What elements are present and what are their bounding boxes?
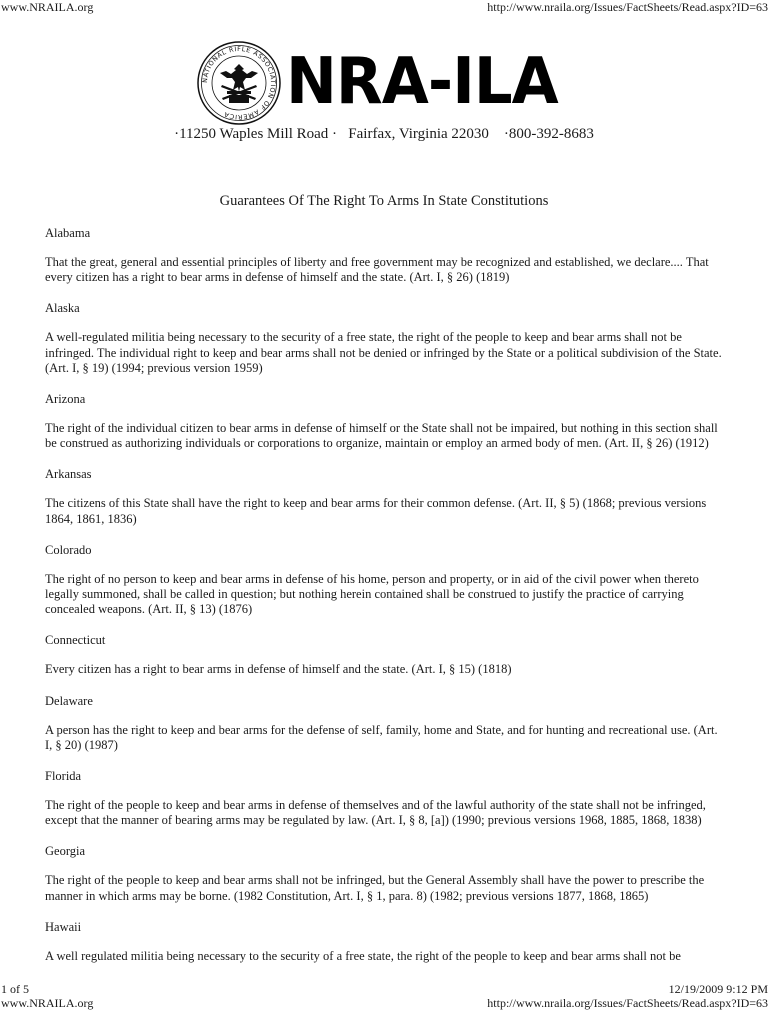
nra-seal-icon (196, 40, 282, 126)
entry-arizona (45, 392, 725, 451)
state-guarantees-list (45, 226, 725, 980)
footer-site: www.NRAILA.org (1, 996, 94, 1010)
state-name: Arizona (45, 392, 86, 407)
entry-alabama (45, 226, 725, 285)
footer-datetime: 12/19/2009 9:12 PM (668, 982, 768, 996)
state-text: The right of no person to keep and bear arms in defense of his home, person and property, or in aid of the civil power when thereto legally summoned, shall be called in question; but nothing herein contained shall be construed to justify the practice of carrying concealed weapons. (Art. II, § 13) (1876) (45, 571, 699, 617)
state-name: Arkansas (45, 467, 92, 482)
state-name: Georgia (45, 844, 86, 859)
footer-page-count: 1 of 5 (1, 982, 29, 996)
state-text: The right of the people to keep and bear arms in defense of themselves and of the lawful authority of the state shall not be infringed, except that the manner of bearing arms may be regulated by law. (Art. I, § 8, [a]) (1990; previous versions 1968, 1885, 1868, 1838) (45, 798, 706, 828)
state-name: Alabama (45, 226, 91, 240)
state-text: That the great, general and essential principles of liberty and free government may be recognized and established, we declare.... That every citizen has a right to bear arms in defense of himself and the state. (Art. I, § 26) (1819) (45, 255, 709, 285)
address-line: ·11250 Waples Mill Road · Fairfax, Virginia 22030 ·800-392-8683 (174, 126, 594, 142)
nra-ila-logo (196, 40, 576, 122)
state-name: Florida (45, 769, 82, 784)
state-name: Colorado (45, 542, 92, 557)
header-url: http://www.nraila.org/Issues/FactSheets/Read.aspx?ID=63 (487, 0, 768, 14)
entry-colorado (45, 543, 725, 618)
entry-hawaii (45, 920, 725, 964)
page-footer-source (0, 996, 768, 1010)
state-name: Connecticut (45, 633, 106, 648)
entry-delaware (45, 694, 725, 753)
state-name: Delaware (45, 693, 93, 708)
header-site: www.NRAILA.org (1, 0, 94, 14)
entry-alaska (45, 301, 725, 376)
svg-text:NATIONAL RIFLE ASSOCIATION OF: NATIONAL RIFLE ASSOCIATION OF AMERICA (200, 44, 278, 122)
state-text: The citizens of this State shall have the right to keep and bear arms for their common defense. (Art. II, § 5) (1868; previous versions 1864, 1861, 1836) (45, 496, 707, 526)
document-title: Guarantees Of The Right To Arms In State Constitutions (219, 193, 549, 209)
entry-georgia (45, 844, 725, 903)
footer-url: http://www.nraila.org/Issues/FactSheets/Read.aspx?ID=63 (487, 996, 768, 1010)
state-name: Hawaii (45, 919, 82, 934)
state-text: Every citizen has a right to bear arms in defense of himself and the state. (Art. I, § 15) (1818) (45, 662, 512, 677)
page-footer-meta (0, 982, 768, 996)
page-header (0, 0, 768, 14)
state-text: The right of the people to keep and bear arms shall not be infringed, but the General Assembly shall have the power to prescribe the manner in which arms may be borne. (1982 Constitution, Art. I, § 1, para. 8) (1982; previous versions 1877, 1868, 1865) (45, 873, 705, 903)
nra-ila-wordmark: NRA-ILA (286, 45, 558, 119)
state-text: A person has the right to keep and bear arms for the defense of self, family, home and State, and for hunting and recreational use. (Art. I, § 20) (1987) (45, 722, 718, 752)
state-text: The right of the individual citizen to bear arms in defense of himself or the State shall not be impaired, but nothing in this section shall be construed as authorizing individuals or corporations to organize, maintain or employ an armed body of men. (Art. II, § 26) (1912) (45, 421, 718, 451)
state-name: Alaska (45, 301, 80, 316)
entry-florida (45, 769, 725, 828)
entry-connecticut (45, 633, 725, 677)
state-text: A well regulated militia being necessary to the security of a free state, the right of the people to keep and bear arms shall not be (45, 948, 681, 963)
state-text: A well-regulated militia being necessary to the security of a free state, the right of the people to keep and bear arms shall not be infringed. The individual right to keep and bear arms shall not be denied or infringed by the State or a political subdivision of the State. (Art. I, § 19) (1994; previous version 1959) (45, 330, 722, 375)
entry-arkansas (45, 467, 725, 526)
